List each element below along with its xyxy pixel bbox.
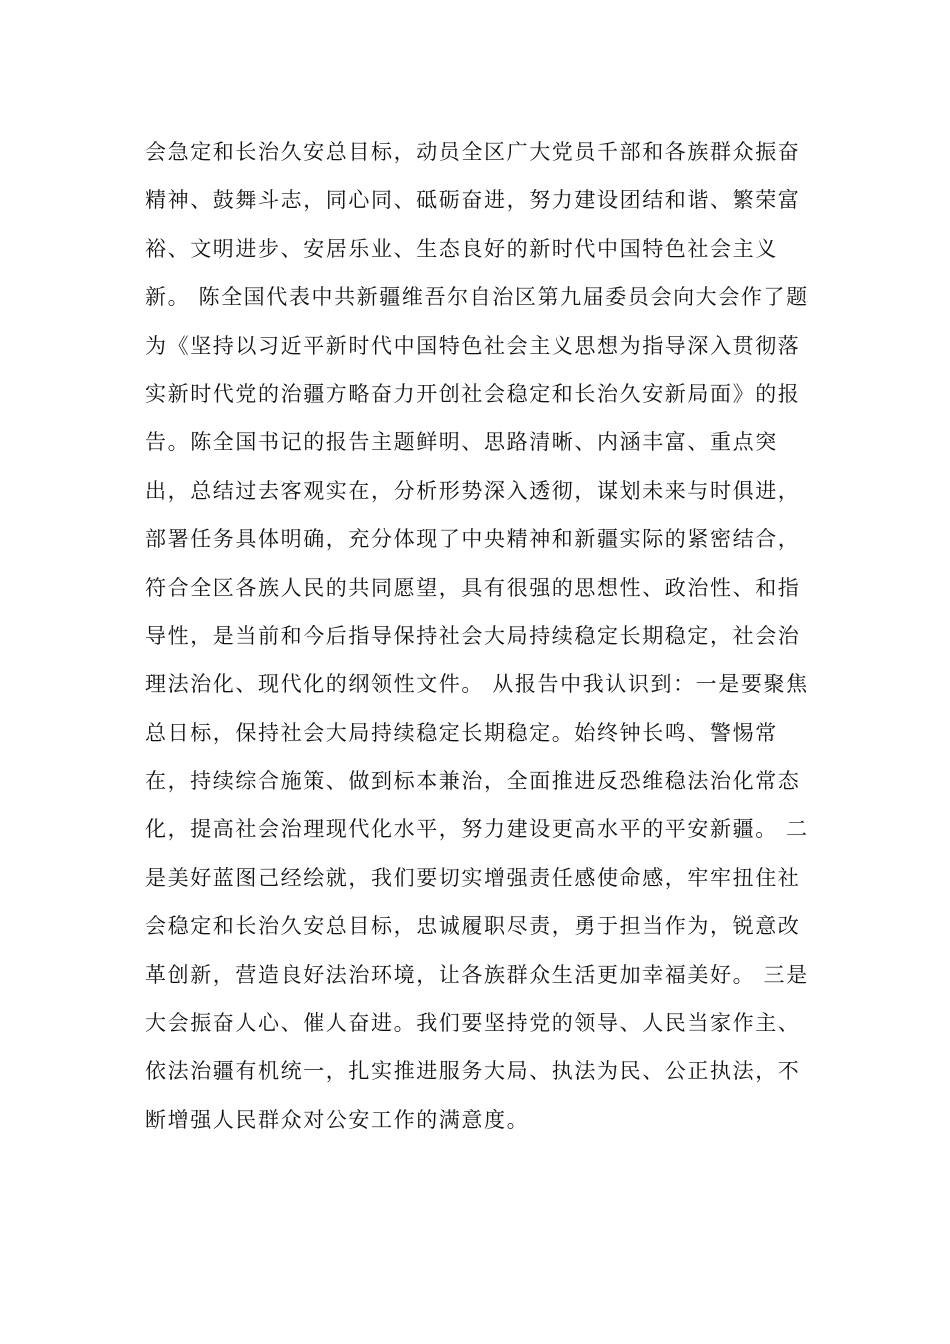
text-line: 总日标，保持社会大局持续稳定长期稳定。始终钟长鸣、警惕常 bbox=[145, 720, 778, 745]
text-line: 会急定和长治久安总目标，动员全区广大党员千部和各族群众振奋 bbox=[145, 140, 801, 164]
text-line: 会稳定和长治久安总目标，忠诚履职尽责，勇于担当作为，锐意改 bbox=[145, 914, 801, 939]
text-line: 精神、鼓舞斗志，同心同、砥砺奋进，努力建设团结和谐、繁荣富 bbox=[145, 188, 801, 213]
text-line: 为《坚持以习近平新时代中国特色社会主义思想为指导深入贯彻落 bbox=[145, 333, 801, 358]
text-line: 告。陈全国书记的报告主题鲜明、思路清晰、内涵丰富、重点突 bbox=[145, 430, 778, 455]
text-line: 导性，是当前和今后指导保持社会大局持续稳定长期稳定，社会治 bbox=[145, 623, 801, 648]
text-line: 化，提高社会治理现代化水平，努力建设更高水平的平安新疆。 二 bbox=[145, 817, 809, 842]
text-line: 理法治化、现代化的纲领性文件。 从报告中我认识到：一是要聚焦 bbox=[145, 672, 809, 697]
text-line: 实新时代党的治疆方略奋力开创社会稳定和长治久安新局面》的报 bbox=[145, 381, 801, 406]
text-line: 大会振奋人心、催人奋进。我们要坚持党的领导、人民当家作主、 bbox=[145, 1011, 801, 1036]
text-line: 出，总结过去客观实在，分析形势深入透彻，谋划未来与时俱进， bbox=[145, 478, 801, 503]
text-line: 新。 陈全国代表中共新疆维吾尔自治区第九届委员会向大会作了题 bbox=[145, 285, 809, 310]
text-line: 裕、文明进步、安居乐业、生态良好的新时代中国特色社会主义 bbox=[145, 236, 778, 261]
text-line: 依法治疆有机统一，扎实推进服务大局、执法为民、公正执法，不 bbox=[145, 1059, 801, 1084]
text-line: 在，持续综合施策、做到标本兼治，全面推进反恐维稳法治化常态 bbox=[145, 769, 801, 794]
body-text bbox=[145, 128, 810, 1144]
text-line: 是美好蓝图己经绘就，我们要切实增强责任感使命感，牢牢扭住社 bbox=[145, 865, 801, 890]
text-line: 部署任务具体明确，充分体现了中央精神和新疆实际的紧密结合， bbox=[145, 527, 801, 552]
text-line: 革创新，营造良好法治环境，让各族群众生活更加幸福美好。 三是 bbox=[145, 962, 809, 987]
text-line: 断增强人民群众对公安工作的满意度。 bbox=[145, 1107, 530, 1132]
text-line: 符合全区各族人民的共同愿望，具有很强的思想性、政治性、和指 bbox=[145, 575, 801, 600]
